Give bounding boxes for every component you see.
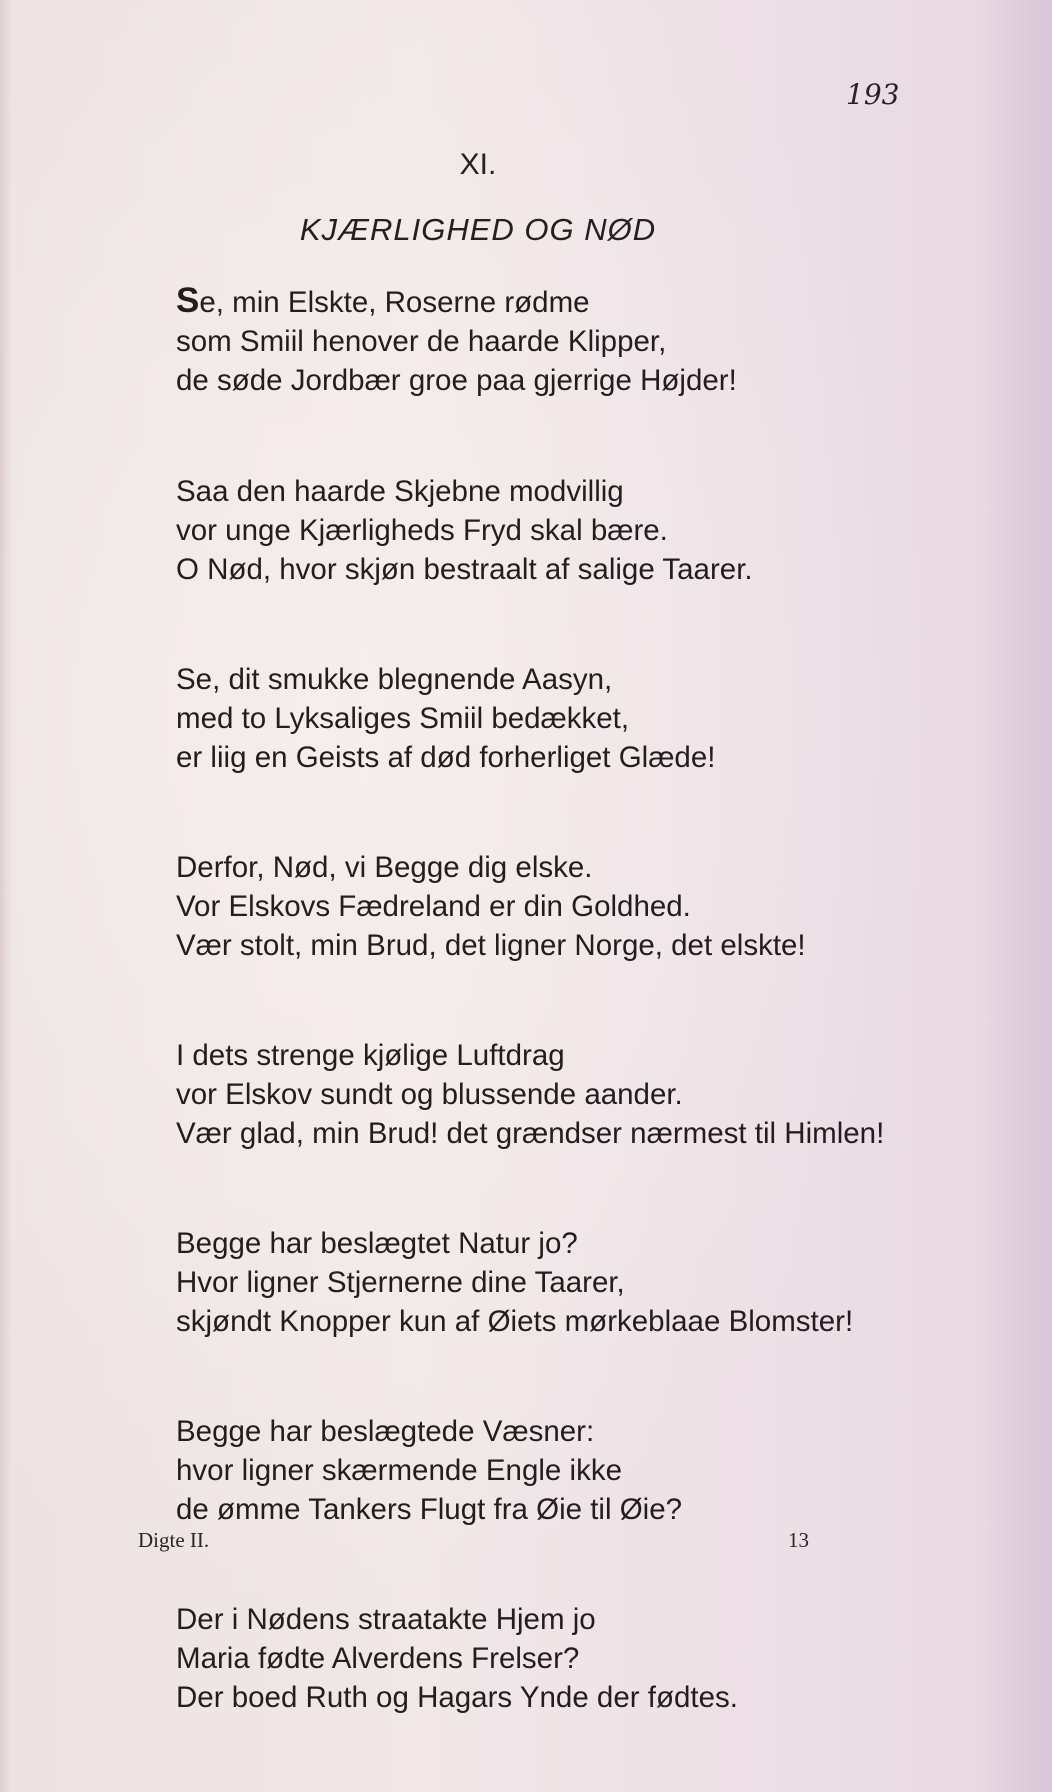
poem-line: som Smiil henover de haarde Klipper,: [176, 325, 667, 358]
page-right-shadow: [982, 0, 1052, 1792]
poem-title: KJÆRLIGHED OG NØD: [299, 212, 657, 247]
poem-line: hvor ligner skærmende Engle ikke: [176, 1454, 622, 1487]
poem-line: vor unge Kjærligheds Fryd skal bære.: [176, 514, 668, 547]
poem-line: vor Elskov sundt og blussende aander.: [176, 1078, 683, 1111]
poem-line: Vær stolt, min Brud, det ligner Norge, det elskte!: [176, 929, 806, 962]
poem-line: de ømme Tankers Flugt fra Øie til Øie?: [176, 1493, 683, 1526]
stanza: [176, 1412, 876, 1529]
poem-line: Vor Elskovs Fædreland er din Goldhed.: [176, 890, 691, 923]
poem-line: med to Lyksaliges Smiil bedækket,: [176, 702, 630, 735]
poem-line: Saa den haarde Skjebne modvillig: [176, 475, 624, 508]
poem-line: Vær glad, min Brud! det grændser nærmest til Himlen!: [176, 1117, 885, 1150]
poem-line: skjøndt Knopper kun af Øiets mørkeblaae Blomster!: [176, 1305, 854, 1338]
poem-line: [176, 281, 876, 322]
page-number: 193: [846, 78, 900, 111]
poem-line: er liig en Geists af død forherliget Glæde!: [176, 741, 716, 774]
stanza: [176, 660, 876, 777]
first-line-rest: e, min Elskte, Roserne rødme: [199, 286, 590, 319]
poem-line: Maria fødte Alverdens Frelser?: [176, 1642, 580, 1675]
poem-line: Derfor, Nød, vi Begge dig elske.: [176, 851, 593, 884]
signature-number: 13: [788, 1528, 809, 1552]
poem-line: Begge har beslægtet Natur jo?: [176, 1227, 578, 1260]
section-numeral: XI.: [459, 148, 497, 181]
drop-initial: S: [176, 281, 200, 320]
poem-line: Hvor ligner Stjernerne dine Taarer,: [176, 1266, 625, 1299]
stanza: [176, 1224, 876, 1341]
signature-label: Digte II.: [138, 1528, 210, 1552]
page-left-edge: [0, 0, 12, 1792]
poem-line: Der boed Ruth og Hagars Ynde der fødtes.: [176, 1681, 738, 1714]
poem-line: I dets strenge kjølige Luftdrag: [176, 1039, 565, 1072]
poem-line: Se, dit smukke blegnende Aasyn,: [176, 663, 613, 696]
poem-line: de søde Jordbær groe paa gjerrige Højder!: [176, 364, 737, 397]
poem-line: Der i Nødens straatakte Hjem jo: [176, 1603, 596, 1636]
stanza: [176, 281, 876, 400]
stanza: [176, 1036, 885, 1153]
poem-line: O Nød, hvor skjøn bestraalt af salige Taarer.: [176, 553, 753, 586]
stanza: [176, 848, 876, 965]
stanza: [176, 472, 876, 589]
stanza: [176, 1600, 876, 1717]
poem-body: [176, 281, 885, 1717]
poem-line: Begge har beslægtede Væsner:: [176, 1415, 595, 1448]
